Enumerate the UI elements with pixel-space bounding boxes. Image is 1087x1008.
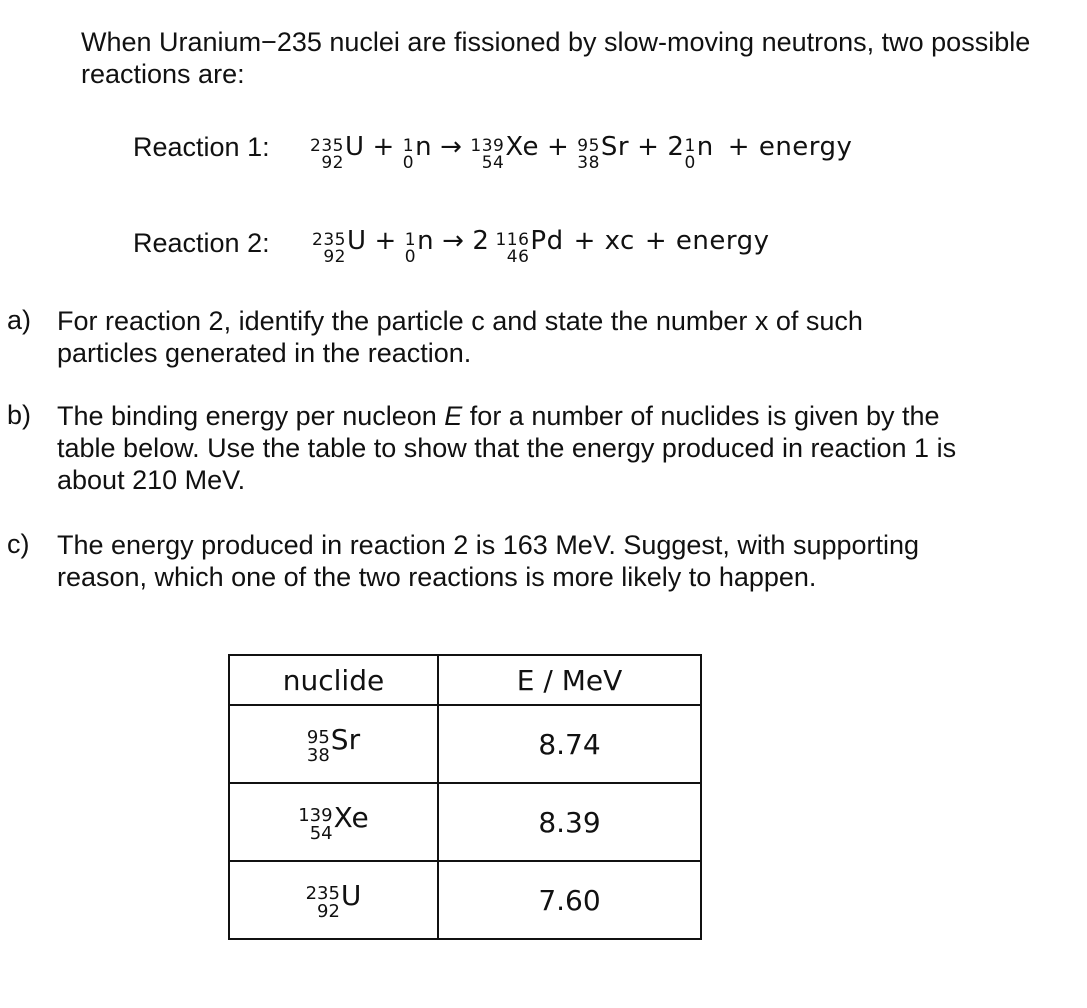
reaction-1-equation: 235 92 U + 1 0 n → 139 54 Xe + 95 38 Sr + 2 1 0 n + energy bbox=[310, 132, 853, 173]
reaction-2-equation: 235 92 U + 1 0 n → 2 116 46 Pd + xc + energy bbox=[312, 226, 770, 267]
neutron-nuclide: 1 0 n bbox=[402, 132, 433, 173]
question-c-text: The energy produced in reaction 2 is 163 MeV. Suggest, with supporting reason, which one of the two reactions is more likely to happen. bbox=[57, 530, 920, 592]
question-a-text: For reaction 2, identify the particle c and state the number x of such particles generated in the reaction. bbox=[57, 306, 863, 368]
question-b-text: The binding energy per nucleon E for a number of nuclides is given by the table below. Use the table to show that the energy produced in reaction 1 is about 210 MeV. bbox=[57, 401, 957, 495]
question-c-label: c) bbox=[7, 529, 30, 559]
intro-text: When Uranium−235 nuclei are fissioned by slow-moving neutrons, two possible reactions are: bbox=[81, 27, 1031, 89]
question-b-label: b) bbox=[7, 400, 32, 430]
binding-energy-table bbox=[228, 654, 702, 940]
table-cell-nuclide: 235 92 U bbox=[229, 861, 438, 939]
table-row bbox=[229, 705, 701, 783]
table-cell-nuclide: 139 54 Xe bbox=[229, 783, 438, 861]
reaction-1-label: Reaction 1: bbox=[133, 132, 270, 162]
table-cell-energy: 7.60 bbox=[438, 861, 701, 939]
uranium-nuclide: 235 92 U bbox=[310, 132, 365, 173]
table-header-energy: E / MeV bbox=[438, 655, 701, 705]
palladium-nuclide: 116 46 Pd bbox=[495, 226, 564, 267]
table-cell-nuclide: 95 38 Sr bbox=[229, 705, 438, 783]
table-row bbox=[229, 861, 701, 939]
strontium-nuclide: 95 38 Sr bbox=[577, 132, 630, 173]
table-header-nuclide: nuclide bbox=[229, 655, 438, 705]
reaction-2-label: Reaction 2: bbox=[133, 228, 270, 258]
table-row bbox=[229, 783, 701, 861]
neutron-nuclide: 1 0 n bbox=[684, 132, 714, 173]
question-a-label: a) bbox=[7, 305, 32, 335]
xenon-nuclide: 139 54 Xe bbox=[470, 132, 539, 173]
neutron-nuclide: 1 0 n bbox=[404, 226, 435, 267]
table-cell-energy: 8.39 bbox=[438, 783, 701, 861]
uranium-nuclide: 235 92 U bbox=[312, 226, 367, 267]
table-cell-energy: 8.74 bbox=[438, 705, 701, 783]
table-header-row bbox=[229, 655, 701, 705]
arrow-icon: → bbox=[442, 226, 465, 256]
arrow-icon: → bbox=[440, 132, 463, 162]
